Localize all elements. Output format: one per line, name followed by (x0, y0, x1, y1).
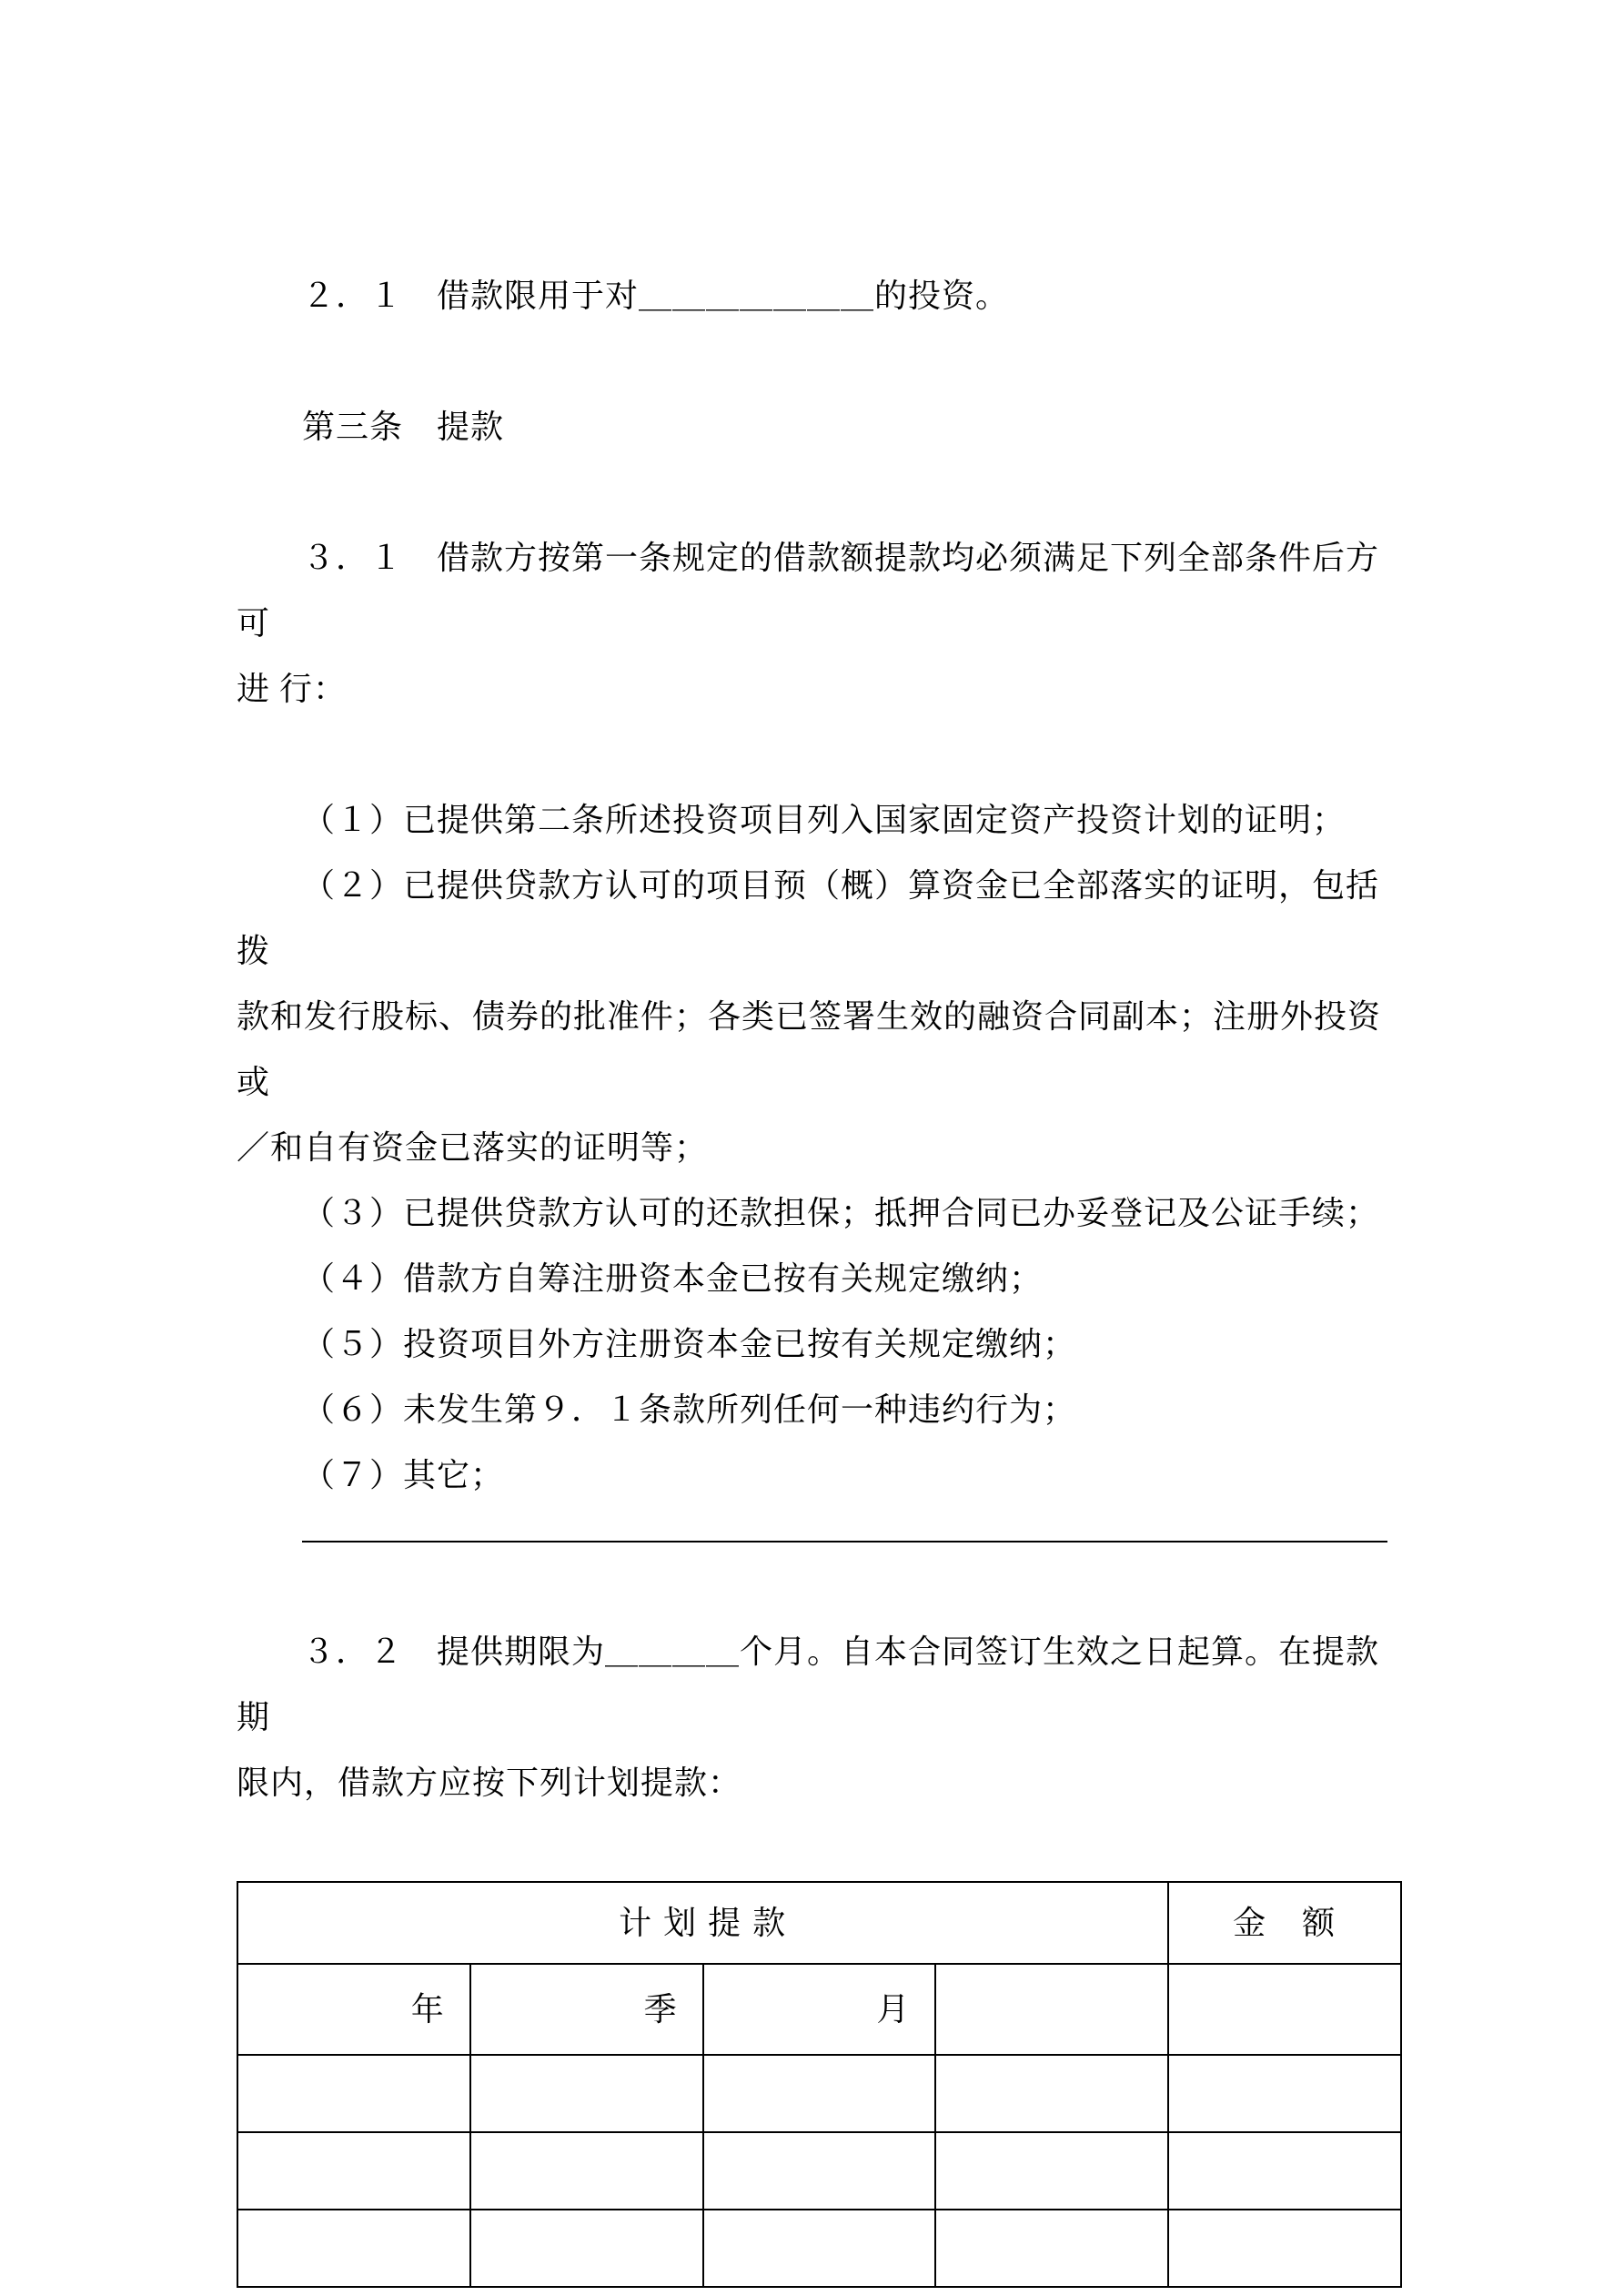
table-subheader-quarter: 季 (470, 1964, 703, 2055)
table-cell-empty (237, 2132, 470, 2210)
condition-item-3: （３）已提供贷款方认可的还款担保；抵押合同已办妥登记及公证手续； (302, 1195, 1380, 1231)
table-cell-empty (470, 2210, 703, 2287)
table-header-plan: 计 划 提 款 (237, 1882, 1168, 1964)
condition-item-5: （５）投资项目外方注册资本金已按有关规定缴纳； (302, 1326, 1077, 1362)
table-cell-empty (935, 1964, 1168, 2055)
clause-3-1: ３．１ 借款方按第一条规定的借款额提款均必须满足下列全部条件后方可 进 行： (237, 540, 1380, 707)
table-cell-empty (470, 2055, 703, 2132)
condition-item-2: （２）已提供贷款方认可的项目预（概）算资金已全部落实的证明，包括拨 款和发行股标、债券的批准件；各类已签署生效的融资合同副本；注册外投资或 ／和自有资金已落实的证明等； (237, 867, 1382, 1166)
table-cell-empty (703, 2132, 936, 2210)
table-cell-empty (237, 2055, 470, 2132)
condition-item-1: （１）已提供第二条所述投资项目列入国家固定资产投资计划的证明； (302, 802, 1347, 838)
table-header-row (237, 1882, 1401, 1964)
table-subheader-month: 月 (703, 1964, 936, 2055)
table-cell-empty (935, 2132, 1168, 2210)
table-cell-empty (703, 2210, 936, 2287)
table-cell-empty (237, 2210, 470, 2287)
table-row (237, 2132, 1401, 2210)
table-row (237, 2055, 1401, 2132)
conditions-list (237, 787, 1402, 1508)
table-cell-empty (935, 2210, 1168, 2287)
table-subheader-year: 年 (237, 1964, 470, 2055)
table-cell-empty (1168, 2210, 1401, 2287)
table-cell-empty (470, 2132, 703, 2210)
table-subheader-row (237, 1964, 1401, 2055)
fill-in-line (302, 1541, 1387, 1542)
table-row (237, 2210, 1401, 2287)
withdrawal-plan-table (237, 1881, 1402, 2288)
clause-3-2: ３．２ 提供期限为＿＿＿＿个月。自本合同签订生效之日起算。在提款期 限内，借款方应按下列计划提款： (237, 1633, 1380, 1801)
article-3-heading: 第三条 提款 (302, 409, 505, 445)
table-cell-empty (1168, 2055, 1401, 2132)
table-cell-empty (935, 2055, 1168, 2132)
clause-2-1: ２．１ 借款限用于对＿＿＿＿＿＿＿的投资。 (302, 278, 1010, 314)
condition-item-6: （６）未发生第９．１条款所列任何一种违约行为； (302, 1391, 1077, 1428)
table-header-amount: 金 额 (1168, 1882, 1401, 1964)
condition-item-4: （４）借款方自筹注册资本金已按有关规定缴纳； (302, 1260, 1044, 1297)
condition-item-7: （７）其它； (302, 1457, 505, 1493)
table-cell-empty (703, 2055, 936, 2132)
table-cell-empty (1168, 1964, 1401, 2055)
table-cell-empty (1168, 2132, 1401, 2210)
